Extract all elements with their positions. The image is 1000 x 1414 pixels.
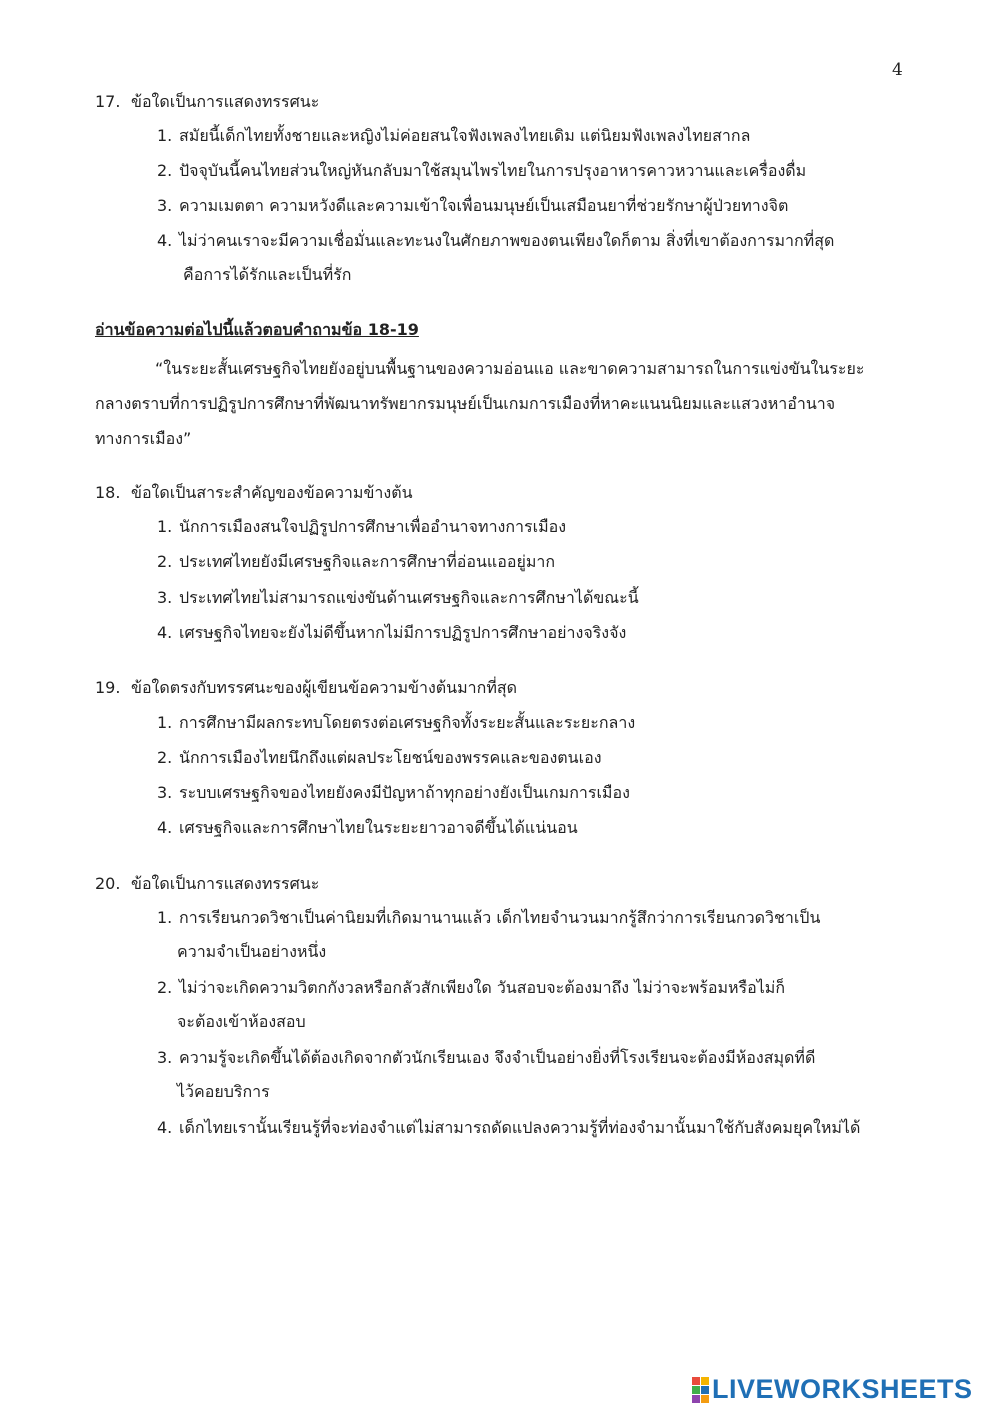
option-number: 3. — [157, 1048, 173, 1067]
q19-option-1 — [157, 712, 877, 734]
option-number: 2. — [157, 161, 173, 180]
question-number: 17. — [95, 92, 121, 111]
option-text: ประเทศไทยยังมีเศรษฐกิจและการศึกษาที่อ่อนแออยู่มาก — [179, 552, 556, 571]
q20-option-3 — [157, 1047, 877, 1103]
q18-option-1 — [157, 516, 877, 538]
option-number: 4. — [157, 231, 173, 250]
option-text: เศรษฐกิจไทยจะยังไม่ดีขึ้นหากไม่มีการปฏิรูปการศึกษาอย่างจริงจัง — [179, 623, 627, 642]
option-number: 2. — [157, 552, 173, 571]
question-18-title — [95, 482, 413, 504]
option-text: ระบบเศรษฐกิจของไทยยังคงมีปัญหาถ้าทุกอย่างยังเป็นเกมการเมือง — [179, 783, 630, 802]
option-text: ไม่ว่าคนเราจะมีความเชื่อมั่นและทะนงในศักยภาพของตนเพียงใดก็ตาม สิ่งที่เขาต้องการมากที่สุด — [179, 231, 835, 250]
question-text: ข้อใดเป็นสาระสำคัญของข้อความข้างต้น — [131, 483, 413, 502]
reading-passage: “ในระยะสั้นเศรษฐกิจไทยยังอยู่บนพื้นฐานของความอ่อนแอ และขาดความสามารถในการแข่งขันในระยะกลางตราบที่การปฏิรูปการศึกษาที่พัฒนาทรัพยากรมนุษย์เป็นเกมการเมืองที่หาคะแนนนิยมและแสวงหาอำนาจทางการเมือง” — [95, 359, 865, 448]
q18-option-2 — [157, 551, 877, 573]
option-text-continued: จะต้องเข้าห้องสอบ — [177, 1012, 306, 1031]
q19-option-3 — [157, 782, 877, 804]
logo-mark-icon — [692, 1377, 708, 1403]
option-text: ประเทศไทยไม่สามารถแข่งขันด้านเศรษฐกิจและการศึกษาได้ขณะนี้ — [179, 588, 639, 607]
question-19-title — [95, 677, 517, 699]
option-number: 4. — [157, 623, 173, 642]
section-heading: อ่านข้อความต่อไปนี้แล้วตอบคำถามข้อ 18-19 — [95, 320, 419, 339]
page-number: 4 — [892, 60, 903, 80]
question-text: ข้อใดเป็นการแสดงทรรศนะ — [131, 92, 320, 111]
option-text-continued: ความจำเป็นอย่างหนึ่ง — [177, 942, 327, 961]
question-number: 19. — [95, 678, 121, 697]
option-text: นักการเมืองสนใจปฏิรูปการศึกษาเพื่ออำนาจทางการเมือง — [179, 517, 567, 536]
option-number: 1. — [157, 908, 173, 927]
option-number: 3. — [157, 196, 173, 215]
q17-option-4 — [157, 230, 877, 286]
q17-option-2 — [157, 160, 877, 182]
question-number: 20. — [95, 874, 121, 893]
option-text-continued: คือการได้รักและเป็นที่รัก — [183, 265, 352, 284]
option-text: ความรู้จะเกิดขึ้นได้ต้องเกิดจากตัวนักเรียนเอง จึงจำเป็นอย่างยิ่งที่โรงเรียนจะต้องมีห้องสมุดที่ดี — [179, 1048, 816, 1067]
option-number: 4. — [157, 1118, 173, 1137]
option-number: 1. — [157, 126, 173, 145]
q20-option-4 — [157, 1117, 877, 1139]
option-text: ไม่ว่าจะเกิดความวิตกกังวลหรือกลัวสักเพียงใด วันสอบจะต้องมาถึง ไม่ว่าจะพร้อมหรือไม่ก็ — [179, 978, 786, 997]
option-text: การศึกษามีผลกระทบโดยตรงต่อเศรษฐกิจทั้งระยะสั้นและระยะกลาง — [179, 713, 636, 732]
question-text: ข้อใดตรงกับทรรศนะของผู้เขียนข้อความข้างต้นมากที่สุด — [131, 678, 518, 697]
option-text: เศรษฐกิจและการศึกษาไทยในระยะยาวอาจดีขึ้นได้แน่นอน — [179, 818, 578, 837]
option-number: 3. — [157, 783, 173, 802]
option-text: สมัยนี้เด็กไทยทั้งชายและหญิงไม่ค่อยสนใจฟังเพลงไทยเดิม แต่นิยมฟังเพลงไทยสากล — [179, 126, 751, 145]
q18-option-3 — [157, 587, 877, 609]
logo-text: LIVEWORKSHEETS — [712, 1374, 973, 1404]
q19-option-4 — [157, 817, 877, 839]
q17-option-3 — [157, 195, 877, 217]
option-number: 1. — [157, 517, 173, 536]
q19-option-2 — [157, 747, 877, 769]
option-text: การเรียนกวดวิชาเป็นค่านิยมที่เกิดมานานแล้ว เด็กไทยจำนวนมากรู้สึกว่าการเรียนกวดวิชาเป็น — [179, 908, 821, 927]
question-17-title — [95, 91, 319, 113]
question-number: 18. — [95, 483, 121, 502]
option-text: นักการเมืองไทยนึกถึงแต่ผลประโยชน์ของพรรคและของตนเอง — [179, 748, 602, 767]
q20-option-1 — [157, 907, 877, 963]
q18-option-4 — [157, 622, 877, 644]
liveworksheets-logo — [692, 1374, 973, 1405]
option-text: ปัจจุบันนี้คนไทยส่วนใหญ่หันกลับมาใช้สมุนไพรไทยในการปรุงอาหารคาวหวานและเครื่องดื่ม — [179, 161, 807, 180]
option-number: 1. — [157, 713, 173, 732]
option-number: 3. — [157, 588, 173, 607]
option-number: 2. — [157, 748, 173, 767]
q20-option-2 — [157, 977, 877, 1033]
option-number: 2. — [157, 978, 173, 997]
question-text: ข้อใดเป็นการแสดงทรรศนะ — [131, 874, 320, 893]
option-text: ความเมตตา ความหวังดีและความเข้าใจเพื่อนมนุษย์เป็นเสมือนยาที่ช่วยรักษาผู้ป่วยทางจิต — [179, 196, 789, 215]
question-20-title — [95, 873, 319, 895]
option-text: เด็กไทยเรานั้นเรียนรู้ที่จะท่องจำแต่ไม่สามารถดัดแปลงความรู้ที่ท่องจำมานั้นมาใช้กับสังคมยุคใหม่ได้ — [179, 1118, 861, 1137]
option-number: 4. — [157, 818, 173, 837]
option-text-continued: ไว้คอยบริการ — [177, 1082, 270, 1101]
q17-option-1 — [157, 125, 877, 147]
